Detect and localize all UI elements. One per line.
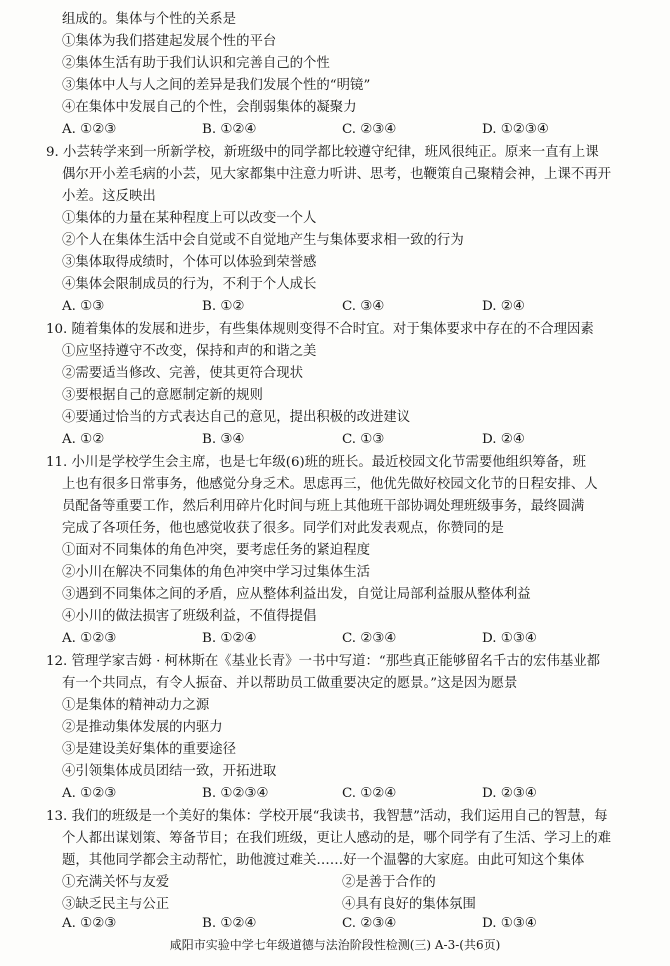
q12-stem-line-1: 12. 管理学家吉姆 · 柯林斯在《基业长青》一书中写道：“那些真正能够留名千古的宏伟基业都 [46, 654, 601, 669]
q11-choice-c: C. ②③④ [342, 631, 397, 646]
q8-option-2: ②集体生活有助于我们认识和完善自己的个性 [62, 56, 330, 71]
q10-choice-a: A. ①② [62, 432, 105, 447]
q10-choices [62, 430, 622, 450]
q9-stem-line-2: 偶尔开小差毛病的小芸，见大家都集中注意力听讲、思考，也鞭策自己聚精会神，上课不再开 [62, 167, 612, 182]
q13-option-2: ②是善于合作的 [342, 875, 436, 890]
q13-stem-line-2: 个人都出谋划策、筹备节目；在我们班级，更让人感动的是，哪个同学有了生活、学习上的难 [62, 831, 612, 846]
q10-choice-d: D. ②④ [482, 432, 525, 447]
q8-option-4: ④在集体中发展自己的个性，会削弱集体的凝聚力 [62, 100, 357, 115]
q12-stem-line-2: 有一个共同点，有令人振奋、并以帮助员工做重要决定的愿景。”这是因为愿景 [62, 676, 518, 691]
q12-option-1: ①是集体的精神动力之源 [62, 698, 210, 713]
q12-option-4: ④引领集体成员团结一致，开拓进取 [62, 764, 277, 779]
q12-choice-c: C. ①②④ [342, 786, 397, 801]
q11-choices [62, 629, 622, 649]
q9-stem-line-1: 9. 小芸转学来到一所新学校，新班级中的同学都比较遵守纪律，班风很纯正。原来一直有上课 [46, 145, 599, 160]
q13-option-3: ③缺乏民主与公正 [62, 897, 170, 912]
q8-choice-b: B. ①②④ [202, 122, 257, 137]
q9-choice-d: D. ②④ [482, 299, 525, 314]
q10-option-4: ④要通过恰当的方式表达自己的意见，提出积极的改进建议 [62, 410, 411, 425]
q8-option-3: ③集体中人与人之间的差异是我们发展个性的“明镜” [62, 78, 371, 93]
q11-stem-line-1: 11. 小川是学校学生会主席，也是七年级(6)班的班长。最近校园文化节需要他组织筹备，班 [46, 455, 586, 470]
q9-option-1: ①集体的力量在某种程度上可以改变一个人 [62, 211, 317, 226]
q12-choices [62, 784, 622, 804]
q8-stem-line: 组成的。集体与个性的关系是 [62, 12, 237, 27]
q10-choice-b: B. ③④ [202, 432, 245, 447]
q13-choice-d: D. ①③④ [482, 916, 537, 931]
q10-choice-c: C. ①③ [342, 432, 385, 447]
q13-options-row-1 [62, 873, 622, 893]
q11-choice-a: A. ①②③ [62, 631, 117, 646]
q13-option-4: ④具有良好的集体氛围 [342, 897, 476, 912]
q12-option-2: ②是推动集体发展的内驱力 [62, 720, 223, 735]
q11-stem-line-3: 员配备等重要工作，然后利用碎片化时间与班上其他班干部协调处理班级事务，最终圆满 [62, 499, 585, 514]
q9-option-2: ②个人在集体生活中会自觉或不自觉地产生与集体要求相一致的行为 [62, 233, 464, 248]
q12-choice-b: B. ①②③④ [202, 786, 269, 801]
q8-choice-a: A. ①②③ [62, 122, 117, 137]
q10-option-3: ③要根据自己的意愿制定新的规则 [62, 388, 263, 403]
q12-choice-d: D. ②③④ [482, 786, 537, 801]
q13-choice-a: A. ①②③ [62, 916, 117, 931]
q9-choices [62, 297, 622, 317]
q11-option-1: ①面对不同集体的角色冲突，要考虑任务的紧迫程度 [62, 543, 370, 558]
q9-option-3: ③集体取得成绩时，个体可以体验到荣誉感 [62, 255, 317, 270]
q12-choice-a: A. ①②③ [62, 786, 117, 801]
q13-stem-line-3: 题，其他同学都会主动帮忙，助他渡过难关……好一个温馨的大家庭。由此可知这个集体 [62, 853, 585, 868]
q9-option-4: ④集体会限制成员的行为，不利于个人成长 [62, 277, 317, 292]
q8-choice-d: D. ①②③④ [482, 122, 549, 137]
q10-option-2: ②需要适当修改、完善，使其更符合现状 [62, 366, 304, 381]
q12-option-3: ③是建设美好集体的重要途径 [62, 742, 237, 757]
q11-option-4: ④小川的做法损害了班级利益，不值得提倡 [62, 609, 317, 624]
q8-choice-c: C. ②③④ [342, 122, 397, 137]
page-footer: 咸阳市实验中学七年级道德与法治阶段性检测(三) A-3-(共6页) [169, 938, 501, 952]
q11-stem-line-2: 上也有很多日常事务，他感觉分身乏术。思虑再三，他优先做好校园文化节的日程安排、人 [62, 477, 598, 492]
q13-options-row-2 [62, 895, 622, 915]
q13-choices [62, 914, 622, 934]
q10-stem-line-1: 10. 随着集体的发展和进步，有些集体规则变得不合时宜。对于集体要求中存在的不合理因素 [46, 322, 594, 337]
q10-option-1: ①应坚持遵守不改变，保持和声的和谐之美 [62, 344, 317, 359]
q11-stem-line-4: 完成了各项任务，他也感觉收获了很多。同学们对此发表观点，你赞同的是 [62, 521, 504, 536]
q13-choice-c: C. ②③④ [342, 916, 397, 931]
q13-stem-line-1: 13. 我们的班级是一个美好的集体：学校开展“我读书，我智慧”活动，我们运用自己的智慧，每 [46, 809, 608, 824]
q11-option-3: ③遇到不同集体之间的矛盾，应从整体利益出发，自觉让局部利益服从整体利益 [62, 587, 531, 602]
q13-option-1: ①充满关怀与友爱 [62, 875, 170, 890]
q13-choice-b: B. ①②④ [202, 916, 257, 931]
q8-option-1: ①集体为我们搭建起发展个性的平台 [62, 34, 277, 49]
q11-choice-b: B. ①②④ [202, 631, 257, 646]
q11-option-2: ②小川在解决不同集体的角色冲突中学习过集体生活 [62, 565, 370, 580]
q9-choice-b: B. ①② [202, 299, 245, 314]
q9-choice-a: A. ①③ [62, 299, 105, 314]
q8-choices [62, 120, 622, 140]
q9-stem-line-3: 小差。这反映出 [62, 189, 156, 204]
q9-choice-c: C. ③④ [342, 299, 385, 314]
q11-choice-d: D. ①③④ [482, 631, 537, 646]
